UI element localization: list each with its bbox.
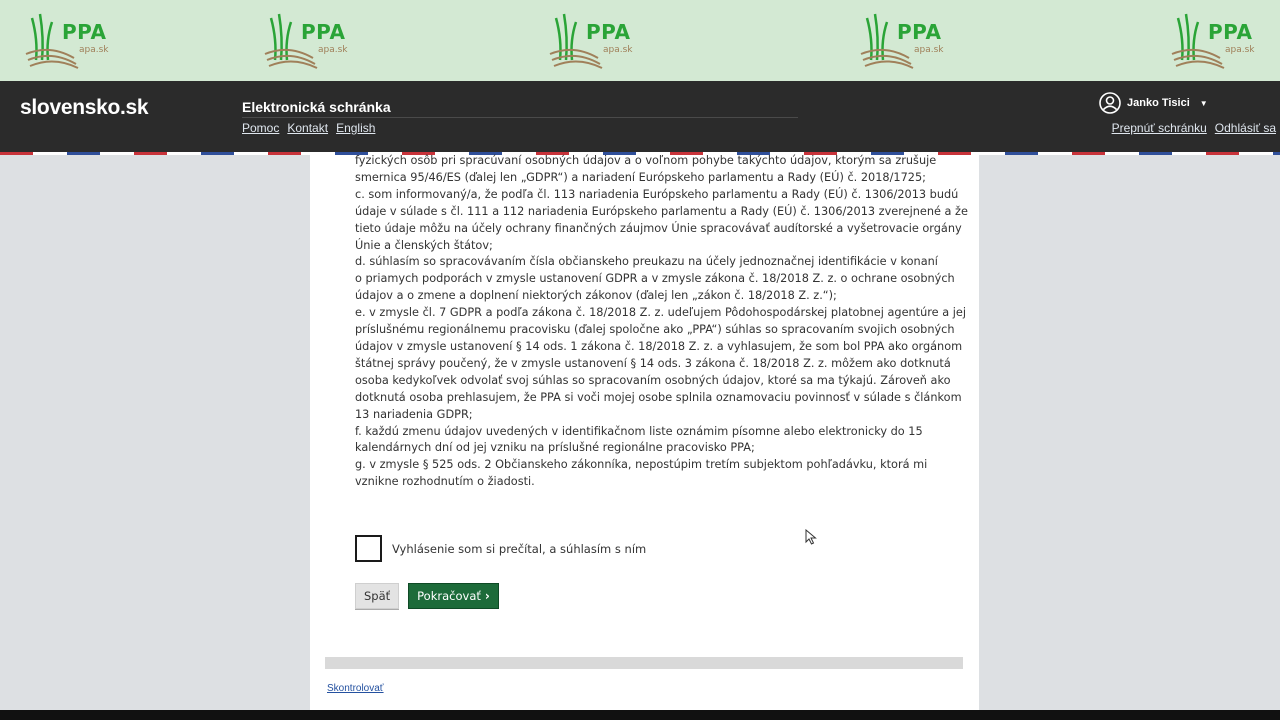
ppa-logo-subtext: apa.sk (603, 45, 633, 55)
header-nav (242, 121, 375, 135)
nav-english-link[interactable]: English (336, 121, 376, 135)
declaration-line: f. každú zmenu údajov uvedených v identifikačnom liste oznámim písomne alebo elektronicky do 15 (355, 424, 923, 438)
user-menu[interactable] (1099, 92, 1208, 114)
ppa-logo-text: PPA (1208, 20, 1253, 44)
declaration-line: e. v zmysle čl. 7 GDPR a podľa zákona č. 18/2018 Z. z. udeľujem Pôdohospodárskej platobnej agentúre a jej (355, 306, 966, 320)
back-button[interactable]: Späť (355, 583, 399, 609)
ppa-logo (261, 10, 351, 70)
switch-mailbox-link[interactable]: Prepnúť schránku (1111, 121, 1207, 135)
declaration-line: kalendárnych dní od jej vzniku na príslušné regionálne pracovisko PPA; (355, 441, 755, 455)
ppa-logo (22, 10, 112, 70)
declaration-line: o priamych podporách v zmysle ustanovení GDPR a v zmysle zákona č. 18/2018 Z. z. o ochrane osobných (355, 272, 955, 286)
declaration-line: 13 nariadenia GDPR; (355, 407, 473, 421)
bottom-edge-bar (0, 710, 1280, 720)
declaration-line: d. súhlasím so spracovávaním čísla občianskeho preukazu na účely jednoznačnej identifikácie v konaní (355, 255, 938, 269)
ppa-logo-subtext: apa.sk (79, 45, 109, 55)
ppa-logo (1168, 10, 1258, 70)
form-actions (355, 583, 499, 609)
caret-down-icon: ▼ (1199, 98, 1208, 108)
chevron-right-icon: › (484, 589, 490, 603)
user-avatar-icon (1099, 92, 1121, 114)
logout-link[interactable]: Odhlásiť sa (1214, 121, 1276, 135)
ppa-logo (546, 10, 636, 70)
site-header (0, 81, 1280, 152)
form-card (310, 155, 979, 715)
service-title-divider (242, 117, 798, 118)
ppa-logo-subtext: apa.sk (318, 45, 348, 55)
consent-row (355, 535, 646, 562)
nav-contact-link[interactable]: Kontakt (287, 121, 329, 135)
declaration-line: údajov a o zmene a doplnení niektorých zákonov (ďalej len „zákon č. 18/2018 Z. z.“); (355, 289, 837, 303)
ppa-logo-subtext: apa.sk (914, 45, 944, 55)
service-title: Elektronická schránka (242, 99, 391, 115)
declaration-line: osoba kedykoľvek odvolať svoj súhlas so spracovaním osobných údajov, ktoré sa ma týkajú. Zároveň ako (355, 373, 951, 387)
ppa-logo-text: PPA (62, 20, 107, 44)
brand-logo-link[interactable]: slovensko.sk (20, 96, 149, 119)
check-link[interactable]: Skontrolovať (327, 683, 384, 694)
declaration-line: g. v zmysle § 525 ods. 2 Občianskeho zákonníka, nepostúpim tretím subjektom pohľadávku, ktorá mi (355, 458, 928, 472)
declaration-line: údaje v súlade s čl. 111 a 112 nariadenia Európskeho parlamentu a Rady (EÚ) č. 1306/2013 zverejnené a že (355, 204, 968, 218)
continue-button-label: Pokračovať (417, 589, 481, 603)
ppa-logo-subtext: apa.sk (1225, 45, 1255, 55)
user-name: Janko Tisici (1127, 97, 1190, 109)
declaration-line: tieto údaje môžu na účely ochrany finančných záujmov Únie spracovávať audítorské a vyšetrovacie orgány (355, 221, 962, 235)
declaration-line: Únie a členských štátov; (355, 238, 493, 252)
consent-checkbox[interactable] (355, 535, 382, 562)
mouse-cursor-icon (805, 529, 817, 545)
ppa-logo (857, 10, 947, 70)
declaration-line: údajov v zmysle ustanovení § 14 ods. 1 zákona č. 18/2018 Z. z. a vyhlasujem, že som bol PPA ako orgánom (355, 339, 963, 353)
continue-button[interactable] (408, 583, 499, 609)
ppa-logo-text: PPA (897, 20, 942, 44)
declaration-line: c. som informovaný/a, že podľa čl. 113 nariadenia Európskeho parlamentu a Rady (EÚ) č. 1306/2013 budú (355, 187, 959, 201)
ppa-banner (0, 0, 1280, 81)
ppa-logo-text: PPA (586, 20, 631, 44)
section-divider-bar (325, 657, 963, 669)
header-right-links (1112, 121, 1276, 135)
declaration-line: fyzických osôb pri spracúvaní osobných údajov a o voľnom pohybe takýchto údajov, ktorým sa zrušuje (355, 154, 937, 167)
declaration-line: štátnej správy poučený, že v zmysle ustanovení § 14 ods. 3 zákona č. 18/2018 Z. z. môžem ako dotknutá (355, 356, 951, 370)
nav-help-link[interactable]: Pomoc (242, 121, 280, 135)
consent-label[interactable]: Vyhlásenie som si prečítal, a súhlasím s ním (392, 541, 647, 556)
declaration-line: smernica 95/46/ES (ďalej len „GDPR“) a nariadení Európskeho parlamentu a Rady (EÚ) č. 2018/1725; (355, 170, 926, 184)
declaration-text (355, 153, 968, 491)
declaration-line: príslušnému regionálnemu pracovisku (ďalej spoločne ako „PPA“) súhlas so spracovaním svojich osobných (355, 323, 955, 337)
ppa-logo-text: PPA (301, 20, 346, 44)
declaration-line: vznikne rozhodnutím o žiadosti. (355, 475, 535, 489)
declaration-line: dotknutá osoba prehlasujem, že PPA si voči mojej osobe splnila oznamovaciu povinnosť v súlade s článkom (355, 390, 962, 404)
